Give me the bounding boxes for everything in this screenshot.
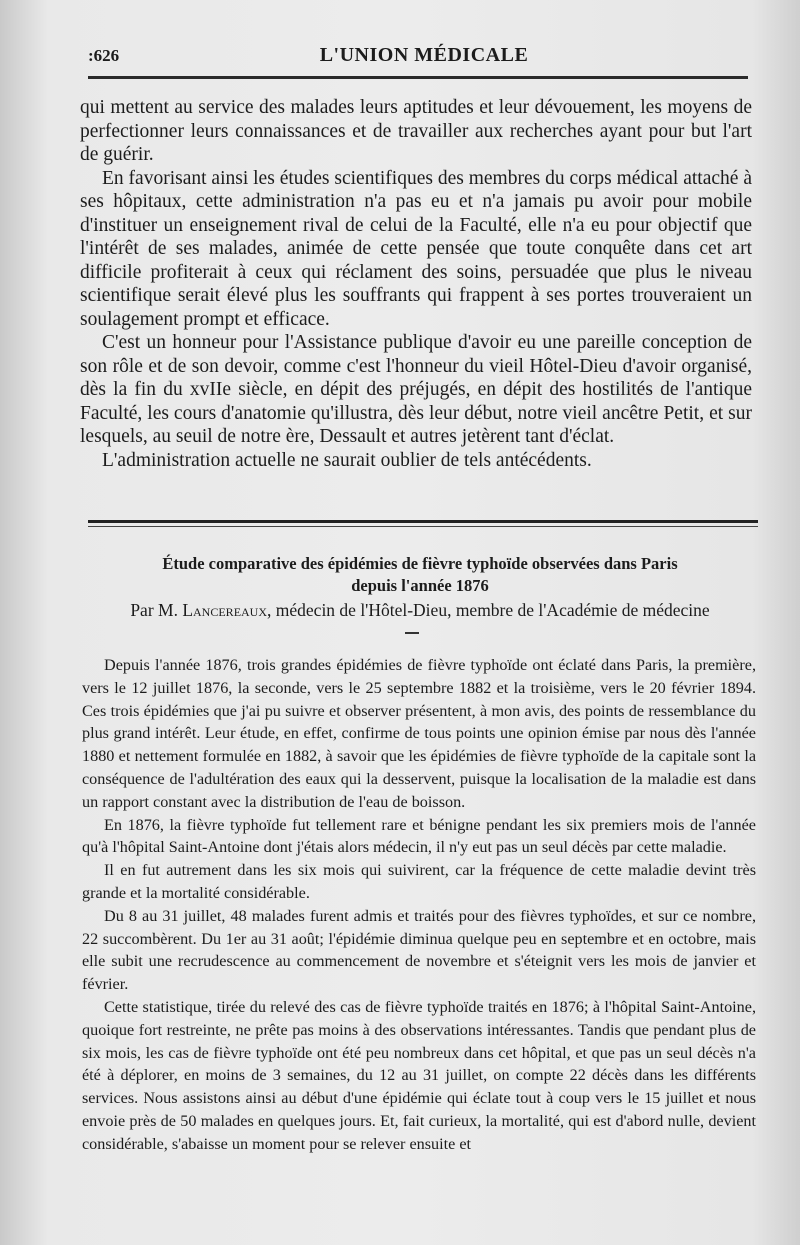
previous-article-text bbox=[80, 96, 752, 472]
author-affiliation: , médecin de l'Hôtel-Dieu, membre de l'Académie de médecine bbox=[267, 600, 710, 620]
author-name: Lancereaux bbox=[182, 600, 268, 620]
paragraph: qui mettent au service des malades leurs aptitudes et leur dévouement, les moyens de perfectionner leurs connaissances et de travailler aux recherches ayant pour but l'art de guérir. bbox=[80, 97, 752, 165]
paragraph: En favorisant ainsi les études scientifiques des membres du corps médical attaché à ses hôpitaux, cette administration n'a pas eu et n'a jamais pu avoir pour mobile d'instituer un enseignement rival de celui de la Faculté, elle n'a eu pour objectif que l'intérêt de ses malades, animée de cette pensée que toute conquête dans cet art difficile profiterait à ceux qui réclament des soins, persuadée que plus le niveau scientifique serait élevé plus les souffrants qui frappent à ses portes trouveraient un soulagement prompt et efficace. bbox=[80, 167, 752, 330]
article-title-line-1: Étude comparative des épidémies de fièvre typhoïde observées dans Paris bbox=[162, 554, 678, 573]
journal-title: L'UNION MÉDICALE bbox=[319, 44, 529, 66]
byline-dash bbox=[405, 632, 419, 634]
article-title-line-2: depuis l'année 1876 bbox=[351, 576, 489, 595]
section-divider bbox=[88, 520, 758, 523]
paragraph: En 1876, la fièvre typhoïde fut tellement rare et bénigne pendant les six premiers mois de l'année qu'à l'hôpital Saint-Antoine dont j'étais alors médecin, il n'y eut pas un seul décès par cette maladie. bbox=[82, 815, 756, 857]
header-rule bbox=[88, 76, 748, 79]
paragraph: Du 8 au 31 juillet, 48 malades furent admis et traités pour des fièvres typhoïdes, et sur ce nombre, 22 succombèrent. Du 1er au 31 août; l'épidémie diminua quelque peu en septembre et en octobre, mais elle subit une recrudescence au commencement de novembre et s'éteignit vers les mois de janvier et février. bbox=[82, 906, 756, 994]
paragraph: C'est un honneur pour l'Assistance publique d'avoir eu une pareille conception de son rôle et de son devoir, comme c'est l'honneur du vieil Hôtel-Dieu d'avoir organisé, dès la fin du xvIIe siècle, en dépit des préjugés, en dépit des hostilités de l'antique Faculté, les cours d'anatomie qu'illustra, dès leur début, notre vieil ancêtre Petit, et sur lesquels, au seuil de notre ère, Dessault et autres jetèrent tant d'éclat. bbox=[80, 332, 752, 447]
paragraph: L'administration actuelle ne saurait oublier de tels antécédents. bbox=[102, 449, 592, 471]
article-byline bbox=[80, 600, 760, 621]
section-divider-thin bbox=[88, 526, 758, 527]
paragraph: Depuis l'année 1876, trois grandes épidémies de fièvre typhoïde ont éclaté dans Paris, la première, vers le 12 juillet 1876, la seconde, vers le 25 septembre 1882 et la troisième, vers le 20 février 1894. Ces trois épidémies que j'ai pu suivre et observer présentent, à mon avis, des points de ressemblance du plus grand intérêt. Leur étude, en effet, confirme de tous points une opinion émise par nous dès l'année 1880 et nettement formulée en 1882, à savoir que les épidémies de fièvre typhoïde de la capitale sont la conséquence de l'adultération des eaux qui la desservent, puisque la localisation de la maladie est dans un rapport constant avec la distribution de l'eau de boisson. bbox=[82, 656, 756, 811]
paragraph: Il en fut autrement dans les six mois qui suivirent, car la fréquence de cette maladie devint très grande et la mortalité considérable. bbox=[82, 861, 756, 902]
byline-prefix: Par M. bbox=[130, 600, 178, 620]
page-number: :626 bbox=[88, 46, 120, 65]
paragraph: Cette statistique, tirée du relevé des cas de fièvre typhoïde traités en 1876; à l'hôpital Saint-Antoine, quoique fort restreinte, ne prête pas moins à des observations intéressantes. Tandis que pendant plus de six mois, les cas de fièvre typhoïde ont été peu nombreux dans cet hôpital, et que pas un seul décès n'a été à déplorer, en moins de 3 semaines, du 12 au 31 juillet, on compte 22 décès dans les différents services. Nous assistons ainsi au début d'une épidémie qui éclate tout à coup vers le 15 juillet et nous envoie près de 50 malades en quelques jours. Et, fait curieux, la mortalité, qui est d'abord nulle, devient considérable, s'abaisse un moment pour se relever ensuite et bbox=[82, 997, 756, 1153]
running-header bbox=[88, 40, 760, 70]
article-body bbox=[82, 654, 756, 1156]
article-title bbox=[80, 553, 760, 597]
